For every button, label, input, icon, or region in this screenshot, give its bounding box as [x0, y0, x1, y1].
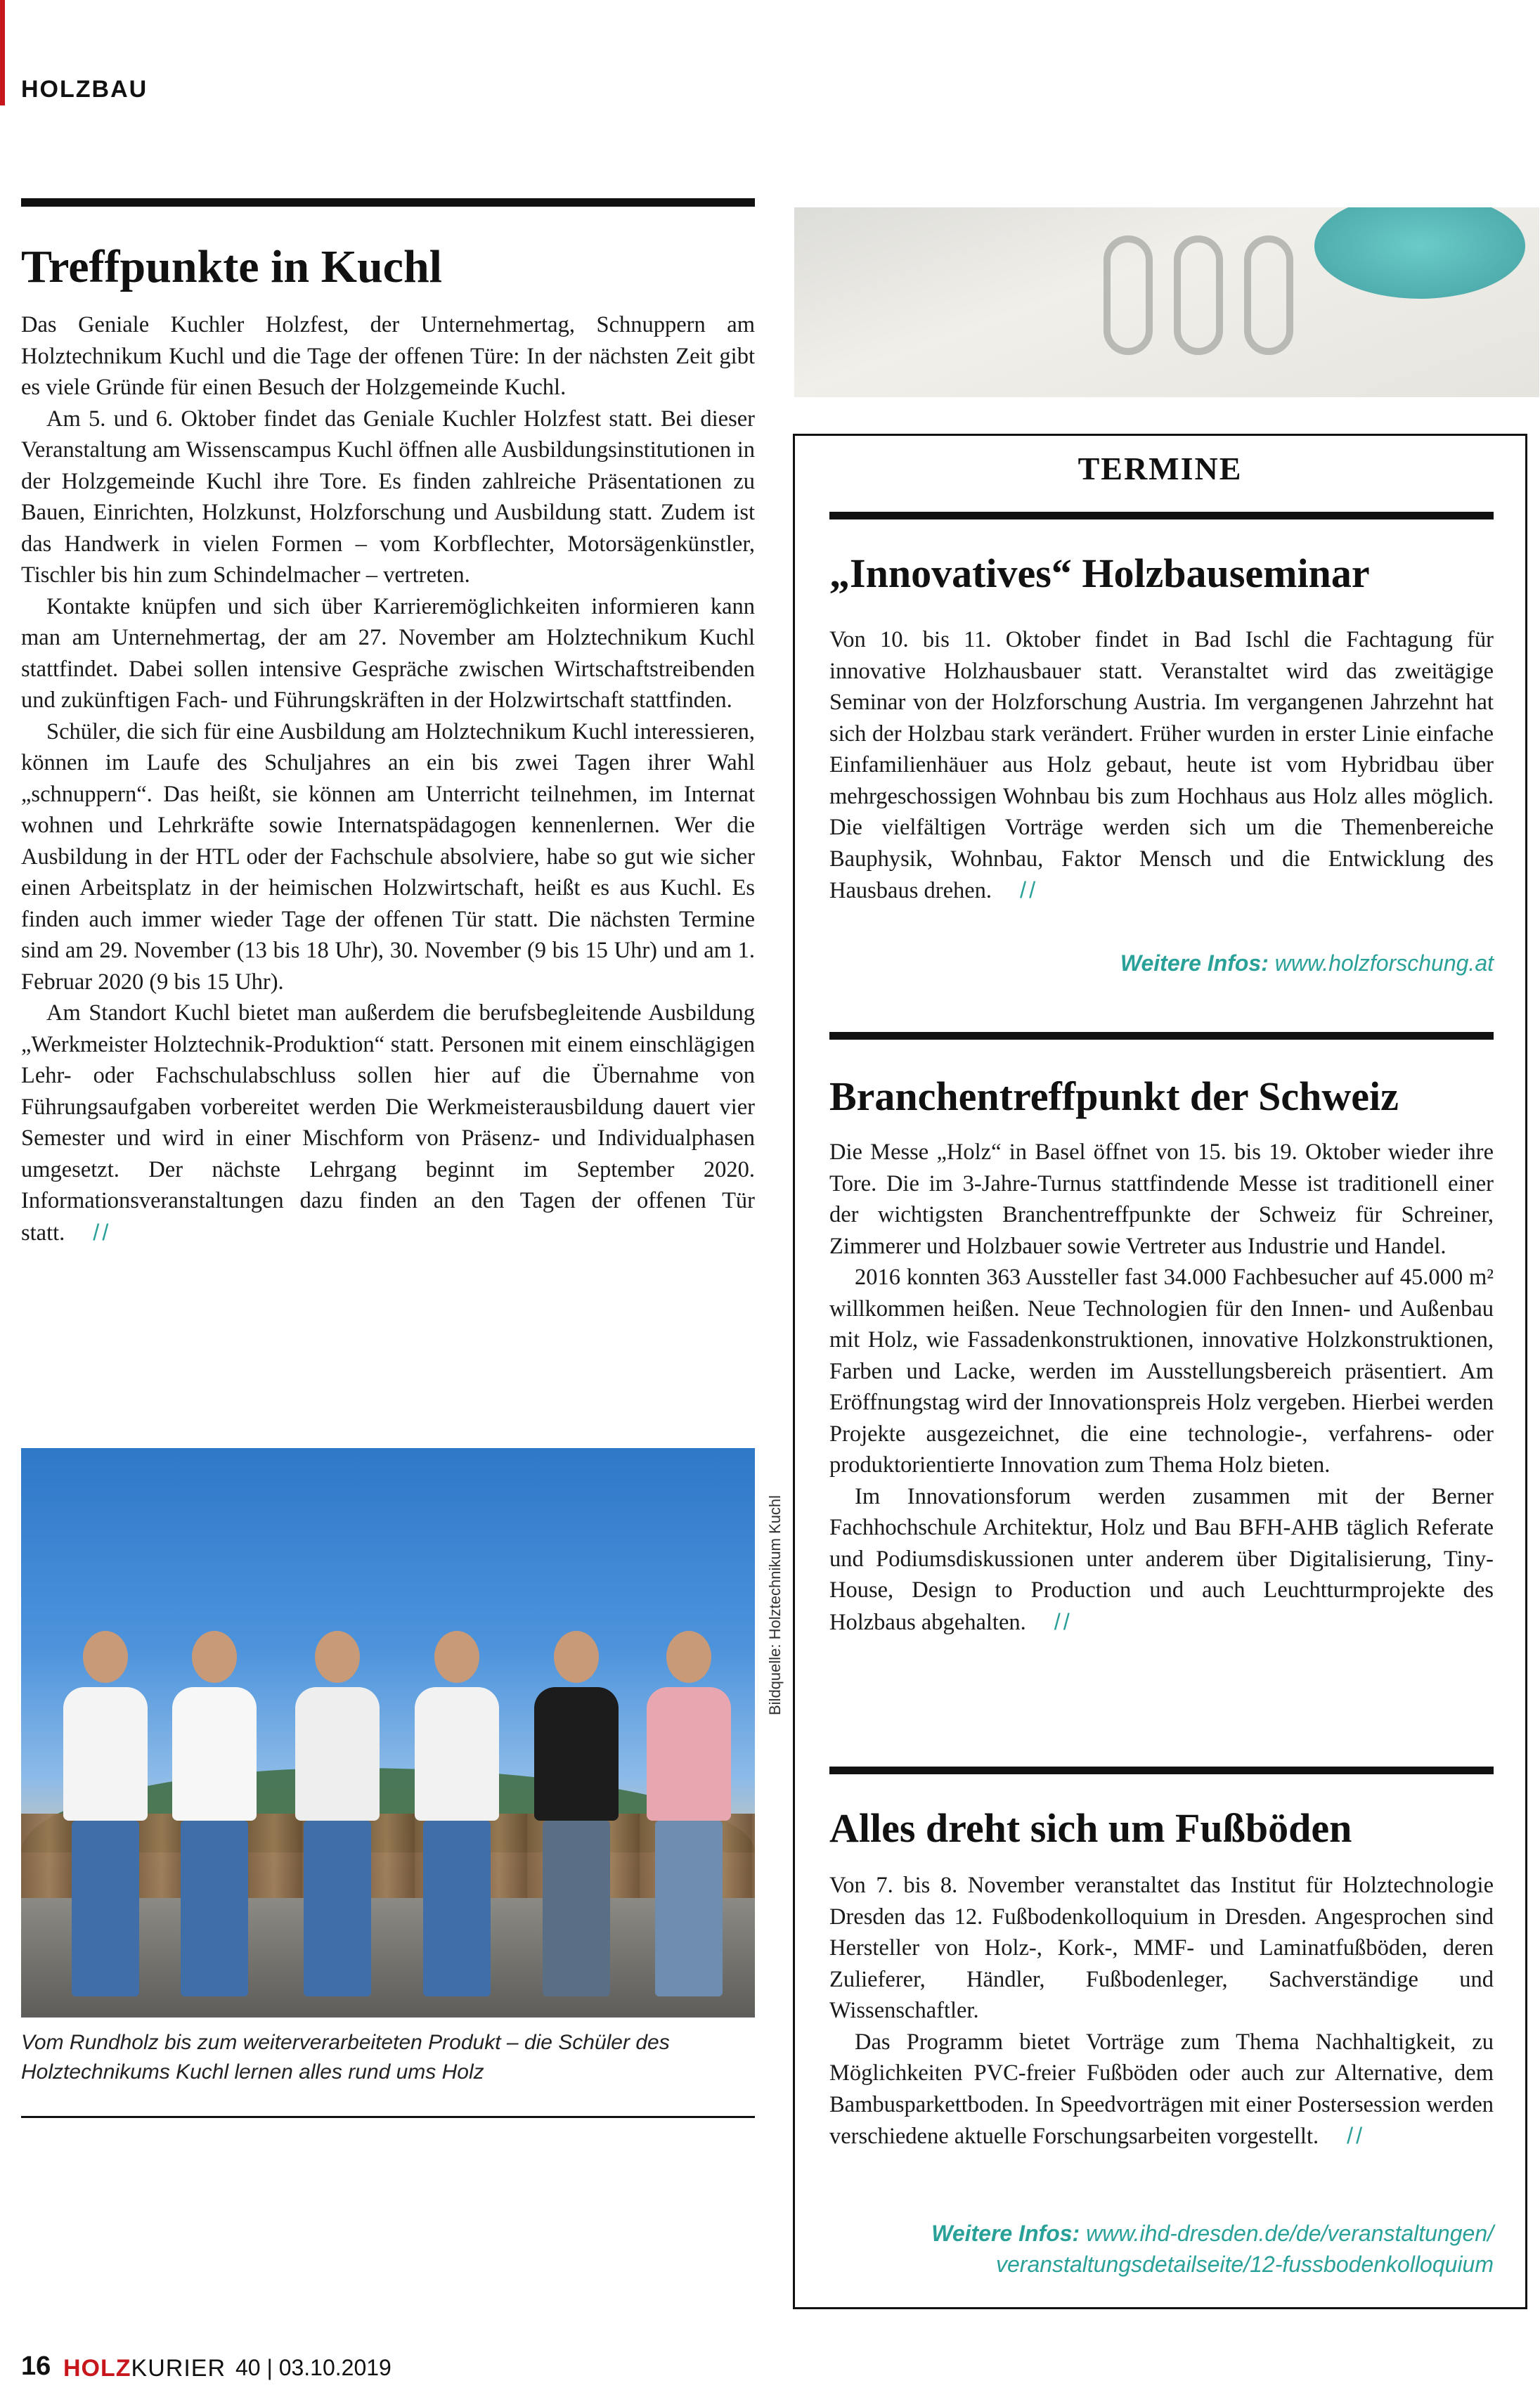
- item-rule: [829, 512, 1494, 519]
- brand-logo: [63, 2355, 226, 2382]
- photo-person: [172, 1631, 257, 1996]
- info-label: Weitere Infos:: [1120, 950, 1269, 976]
- item-paragraph: Von 7. bis 8. November veranstaltet das Institut für Holztechnologie Dresden das 12. Fußbodenkolloquium in Dresden. Angesprochen sind Hersteller von Holz-, Kork-, MMF- und Laminatfußböden, deren Zulieferer, Händler, Fußbodenleger, Sachverständige und Wissenschaftler.: [829, 1873, 1494, 2023]
- termine-label: TERMINE: [1078, 451, 1243, 486]
- item-paragraph-text: Im Innovationsforum werden zusammen mit der Berner Fachhochschule Architektur, Holz und Bau BFH-AHB täglich Referate und Podiumsdiskussionen unter anderem über Digitalisierung, Tiny-House, Design to Production und auch Leuchtturmprojekte des Holzbaus abgehalten.: [829, 1483, 1494, 1635]
- photo-person: [534, 1631, 619, 1996]
- article-paragraph: [21, 998, 755, 1248]
- item-paragraph: 2016 konnten 363 Aussteller fast 34.000 Fachbesucher auf 45.000 m² willkommen heißen. Neue Technologien für den Innen- und Außenbau mit Holz, wie Fassadenkonstruktionen, innovative Holzkonstruktionen, Farben und Lacke, werden im Ausstellungsbereich präsentiert. Am Eröffnungstag wird der Innovationspreis Holz vergeben. Hierbei werden Projekte ausgezeichnet, die eine technologie-, verfahrens- oder produktorientierte Innovation zum Thema Holz bieten.: [829, 1265, 1494, 1478]
- brand-part: KURIER: [131, 2355, 226, 2382]
- binder-ring: [1104, 235, 1153, 355]
- info-link[interactable]: www.holzforschung.at: [1274, 950, 1494, 976]
- item-info: [829, 2218, 1494, 2280]
- binder-ring: [1244, 235, 1293, 355]
- photo-credit: Bildquelle: Holztechnikum Kuchl: [766, 1495, 784, 1715]
- info-link[interactable]: veranstaltungsdetailseite/12-fussbodenkolloquium: [996, 2252, 1494, 2277]
- item-paragraph: [829, 1481, 1494, 1639]
- photo-person: [415, 1631, 499, 1996]
- photo-cup: [1314, 207, 1525, 299]
- article-paragraph: Kontakte knüpfen und sich über Karrieremöglichkeiten informieren kann man am Unternehmertag, der am 27. November am Holztechnikum Kuchl stattfindet. Dabei sollen intensive Gespräche zwischen Wirtschaftstreibenden und zukünftigen Fach- und Führungskräften in der Holzwirtschaft stattfinden.: [21, 593, 755, 713]
- issue-info: 40 | 03.10.2019: [235, 2355, 392, 2380]
- item-paragraph-text: Das Programm bietet Vorträge zum Thema Nachhaltigkeit, zu Möglichkeiten PVC-freier Fußböden oder auch zur Alternative, dem Bambusparkettboden. In Speedvorträgen mit einer Postersession werden verschiedene aktuelle Forschungsarbeiten vorgestellt.: [829, 2029, 1494, 2149]
- photo-person: [295, 1631, 380, 1996]
- end-mark: //: [1020, 877, 1039, 903]
- article-rule: [21, 198, 755, 207]
- article-paragraph-text: Am Standort Kuchl bietet man außerdem die berufsbegleitende Ausbildung „Werkmeister Holztechnik-Produktion“ statt. Personen mit einem einschlägigen Lehr- oder Fachschulabschluss sollen hier auf die Übernahme von Führungsaufgaben vorbereitet werden Die Werkmeisterausbildung dauert vier Semester und wird in einer Mischform von Präsenz- und Individualphasen umgesetzt. Der nächste Lehrgang beginnt im September 2020. Informationsveranstaltungen dazu finden an den Tagen der offenen Tür statt.: [21, 1000, 755, 1246]
- photo-person: [63, 1631, 148, 1996]
- article-paragraph: Am 5. und 6. Oktober findet das Geniale Kuchler Holzfest statt. Bei dieser Veranstaltung am Wissenscampus Kuchl öffnen alle Ausbildungsinstitutionen in der Holzgemeinde Kuchl ihre Tore. Es finden zahlreiche Präsentationen zu Bauen, Einrichten, Holzkunst, Holzforschung und Ausbildung statt. Zudem ist das Handwerk in vielen Formen – vom Korbflechter, Motorsägenkünstler, Tischler bis hin zum Schindelmacher – vertreten.: [21, 406, 755, 588]
- planner-photo: [794, 207, 1539, 397]
- item-title: Alles dreht sich um Fußböden: [829, 1805, 1352, 1851]
- item-paragraph: [829, 2027, 1494, 2152]
- section-marker: [0, 0, 5, 105]
- item-info: [829, 948, 1494, 979]
- item-title: „Innovatives“ Holzbauseminar: [829, 550, 1370, 596]
- article-title: Treffpunkte in Kuchl: [21, 241, 442, 292]
- photo-person: [647, 1631, 731, 1996]
- item-paragraph: [829, 624, 1494, 907]
- item-rule: [829, 1767, 1494, 1774]
- article-paragraph: Das Geniale Kuchler Holzfest, der Unternehmertag, Schnuppern am Holztechnikum Kuchl und die Tage der offenen Türe: In der nächsten Zeit gibt es viele Gründe für einen Besuch der Holzgemeinde Kuchl.: [21, 312, 755, 400]
- item-title: Branchentreffpunkt der Schweiz: [829, 1073, 1399, 1119]
- students-photo: [21, 1448, 755, 2018]
- article-paragraph: Schüler, die sich für eine Ausbildung am Holztechnikum Kuchl interessieren, können im Laufe des Schuljahres an ein bis zwei Tagen ihrer Wahl „schnuppern“. Das heißt, sie können am Unterricht teilnehmen, im Internat wohnen und Lehrkräfte sowie Internatspädagogen kennenlernen. Wer die Ausbildung in der HTL oder der Fachschule absolviere, habe so gut wie sicher einen Arbeitsplatz in der heimischen Holzwirtschaft, heißt es aus Kuchl. Es finden auch immer wieder Tage der offenen Tür statt. Die nächsten Termine sind am 29. November (13 bis 18 Uhr), 30. November (9 bis 15 Uhr) und am 1. Februar 2020 (9 bis 15 Uhr).: [21, 718, 755, 995]
- info-link[interactable]: www.ihd-dresden.de/de/veranstaltungen/: [1086, 2221, 1494, 2246]
- end-mark: //: [1347, 2123, 1366, 2148]
- item-body: [829, 1870, 1494, 2152]
- item-paragraph: Die Messe „Holz“ in Basel öffnet von 15. bis 19. Oktober wieder ihre Tore. Die im 3-Jahre-Turnus stattfindende Messe ist traditionell einer der wichtigsten Branchentreffpunkte der Schweiz für Schreiner, Zimmerer und Holzbauer sowie Vertreter aus Industrie und Handel.: [829, 1140, 1494, 1259]
- article-body: [21, 309, 755, 1248]
- item-body: [829, 1137, 1494, 1638]
- caption-rule: [21, 2116, 755, 2118]
- end-mark: //: [1054, 1608, 1073, 1634]
- binder-ring: [1174, 235, 1223, 355]
- item-paragraph-text: Von 10. bis 11. Oktober findet in Bad Ischl die Fachtagung für innovative Holzhausbauer statt. Veranstaltet wird das zweitägige Seminar von der Holzforschung Austria. Im vergangenen Jahrzehnt hat sich der Holzbau stark verändert. Früher wurden in erster Linie einfache Einfamilienhäuer aus Holz gebaut, heute ist vom Hybridbau über mehrgeschossigen Wohnbau bis zum Hochhaus aus Holz alles möglich. Die vielfältigen Vorträge werden sich um die Themenbereiche Bauphysik, Wohnbau, Faktor Mensch und die Entwicklung des Hausbaus drehen.: [829, 627, 1494, 903]
- section-label: HOLZBAU: [21, 76, 148, 103]
- photo-caption: Vom Rundholz bis zum weiterverarbeiteten Produkt – die Schüler des Holztechnikums Kuchl lernen alles rund ums Holz: [21, 2031, 670, 2084]
- item-rule: [829, 1032, 1494, 1040]
- info-label: Weitere Infos:: [931, 2221, 1080, 2246]
- end-mark: //: [93, 1219, 112, 1245]
- item-body: [829, 624, 1494, 907]
- page-number: 16: [21, 2351, 51, 2381]
- brand-part: HOLZ: [63, 2355, 131, 2382]
